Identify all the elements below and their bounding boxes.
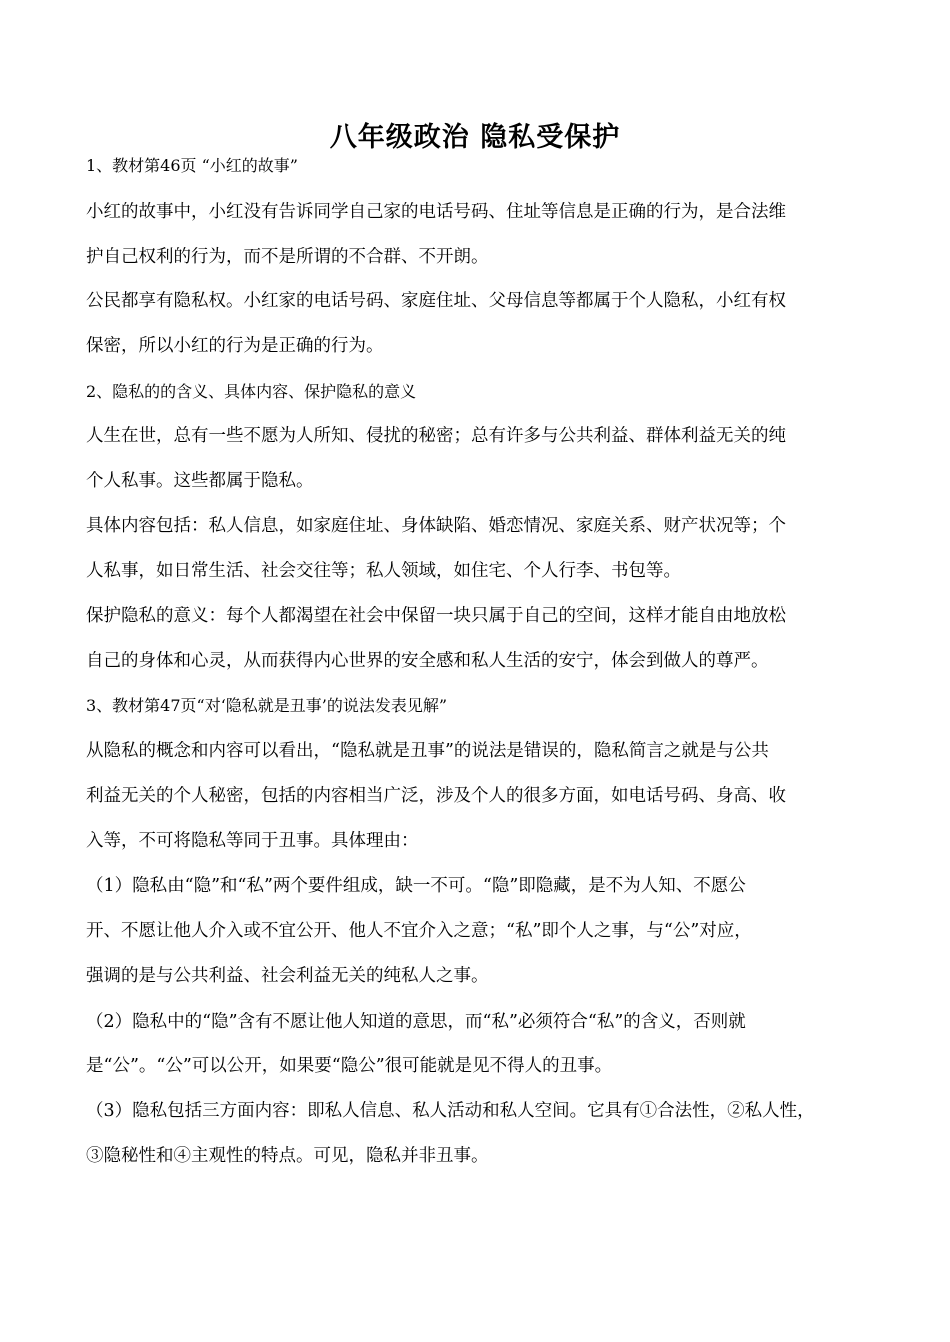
paragraph-line: 具体内容包括：私人信息，如家庭住址、身体缺陷、婚恋情况、家庭关系、财产状况等；个: [86, 516, 786, 536]
paragraph-line: ③隐秘性和④主观性的特点。可见，隐私并非丑事。: [86, 1146, 489, 1166]
paragraph-line: 入等，不可将隐私等同于丑事。具体理由：: [86, 831, 419, 851]
paragraph-line: 公民都享有隐私权。小红家的电话号码、家庭住址、父母信息等都属于个人隐私，小红有权: [86, 291, 786, 311]
paragraph-line: 自己的身体和心灵，从而获得内心世界的安全感和私人生活的安宁，体会到做人的尊严。: [86, 651, 769, 671]
paragraph-line: 强调的是与公共利益、社会利益无关的纯私人之事。: [86, 966, 489, 986]
section-heading-1: 1、教材第46页 “小红的故事”: [86, 156, 298, 175]
paragraph-line: 个人私事。这些都属于隐私。: [86, 471, 314, 491]
paragraph-line: 从隐私的概念和内容可以看出，“隐私就是丑事”的说法是错误的，隐私简言之就是与公共: [86, 741, 769, 761]
section-heading-3: 3、教材第47页“对‘隐私就是丑事’的说法发表见解”: [86, 696, 448, 715]
paragraph-line: 小红的故事中，小红没有告诉同学自己家的电话号码、住址等信息是正确的行为，是合法维: [86, 202, 786, 222]
paragraph-line: 开、不愿让他人介入或不宜公开、他人不宜介入之意；“私”即个人之事，与“公”对应，: [86, 921, 752, 941]
paragraph-line: 人生在世，总有一些不愿为人所知、侵扰的秘密；总有许多与公共利益、群体利益无关的纯: [86, 426, 786, 446]
document-title: 八年级政治 隐私受保护: [329, 122, 621, 153]
paragraph-line: （2）隐私中的“隐”含有不愿让他人知道的意思，而“私”必须符合“私”的含义，否则就: [86, 1012, 746, 1032]
section-heading-2: 2、隐私的的含义、具体内容、保护隐私的意义: [86, 382, 417, 401]
paragraph-line: 护自己权利的行为，而不是所谓的不合群、不开朗。: [86, 247, 489, 267]
paragraph-line: 人私事，如日常生活、社会交往等；私人领域，如住宅、个人行李、书包等。: [86, 561, 681, 581]
paragraph-line: 保护隐私的意义：每个人都渴望在社会中保留一块只属于自己的空间，这样才能自由地放松: [86, 606, 786, 626]
paragraph-line: 利益无关的个人秘密，包括的内容相当广泛，涉及个人的很多方面，如电话号码、身高、收: [86, 786, 786, 806]
paragraph-line: （3）隐私包括三方面内容：即私人信息、私人活动和私人空间。它具有①合法性，②私人性，: [86, 1101, 815, 1121]
paragraph-line: 是“公”。“公”可以公开，如果要“隐公”很可能就是见不得人的丑事。: [86, 1056, 613, 1076]
paragraph-line: （1）隐私由“隐”和“私”两个要件组成，缺一不可。“隐”即隐藏，是不为人知、不愿公: [86, 876, 746, 896]
paragraph-line: 保密，所以小红的行为是正确的行为。: [86, 336, 384, 356]
